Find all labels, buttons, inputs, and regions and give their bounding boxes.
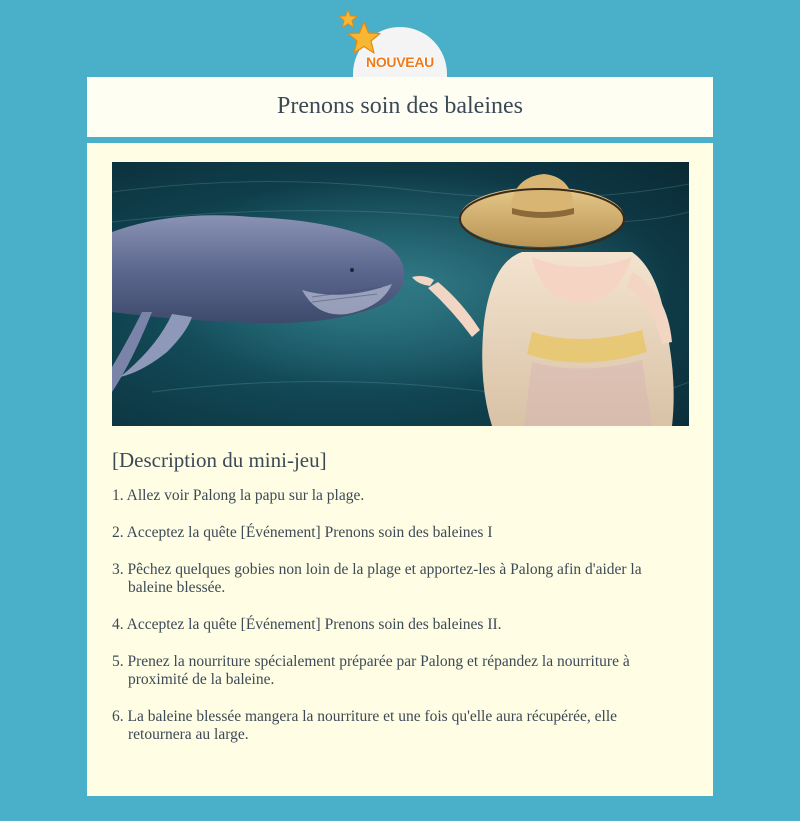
- step-item: 2. Acceptez la quête [Événement] Prenons soin des baleines I: [112, 524, 493, 541]
- step-item: 6. La baleine blessée mangera la nourriture et une fois qu'elle aura récupérée, elle retournera au large.: [112, 708, 617, 743]
- step-item: 1. Allez voir Palong la papu sur la plage.: [112, 487, 365, 504]
- step-item: 3. Pêchez quelques gobies non loin de la plage et apportez-les à Palong afin d'aider la baleine blessée.: [112, 561, 642, 596]
- step-item: 4. Acceptez la quête [Événement] Prenons soin des baleines II.: [112, 616, 502, 633]
- steps-list: [112, 487, 672, 763]
- content-panel: [87, 143, 713, 796]
- new-badge-label: NOUVEAU: [366, 54, 434, 70]
- section-heading: [Description du mini-jeu]: [112, 448, 327, 472]
- page-title: Prenons soin des baleines: [277, 93, 523, 119]
- title-bar: [87, 77, 713, 137]
- hero-illustration: [112, 162, 689, 426]
- star-icon: [338, 9, 358, 29]
- step-item: 5. Prenez la nourriture spécialement préparée par Palong et répandez la nourriture à proximité de la baleine.: [112, 653, 630, 688]
- hero-image: [112, 162, 689, 426]
